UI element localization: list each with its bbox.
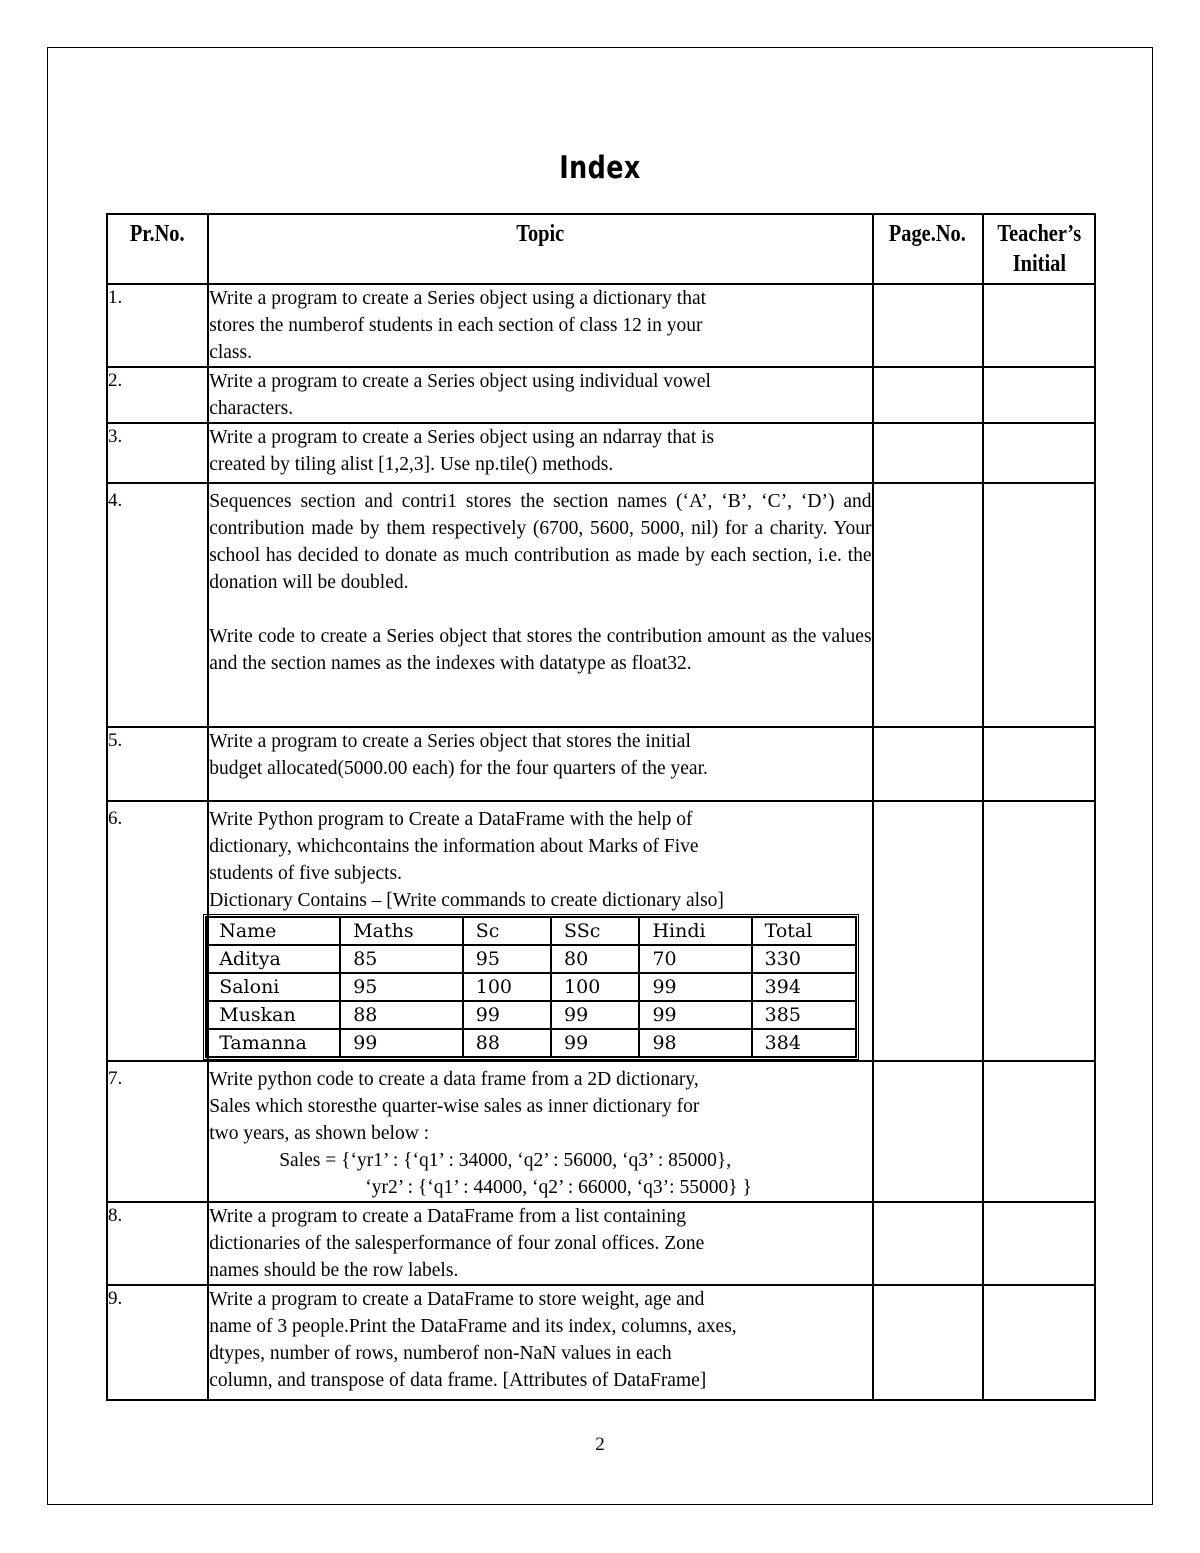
marks-cell: 88 [340,1001,463,1029]
marks-table [205,916,857,1058]
marks-cell: 95 [463,945,551,973]
table-row [107,1285,1095,1400]
marks-cell: 330 [752,945,857,973]
table-row [107,727,1095,801]
row-number: 5. [107,727,208,801]
page-number: 2 [595,1434,605,1455]
header-teacher-initial: Teacher’s Initial [983,214,1095,284]
marks-header-cell: SSc [551,917,639,945]
marks-cell: 99 [639,973,751,1001]
marks-cell: 100 [551,973,639,1001]
row-teacher-initial [983,801,1095,1061]
row-teacher-initial [983,1202,1095,1285]
row-number: 6. [107,801,208,1061]
header-page-no: Page.No. [873,214,983,284]
row-topic: Write Python program to Create a DataFrame with the help of dictionary, whichcontains the information about Marks of Five students of five subjects. Dictionary Contains – [Write commands to create dictionary also] Name Maths Sc SSc Hindi Total Aditya 85 95 80 70 330 Saloni 95 100 100 99 394 Muskan 88 99 99 99 385 Tamanna 99 88 99 98 384 [208,801,872,1061]
marks-row [206,973,856,1001]
marks-cell: Aditya [206,945,340,973]
marks-cell: 99 [551,1001,639,1029]
row-topic: Sequences section and contri1 stores the section names (‘A’, ‘B’, ‘C’, ‘D’) and contribution made by them respectively (6700, 5600, 5000, nil) for a charity. Your school has decided to donate as much contribution as made by each section, i.e. the donation will be doubled. Write code to create a Series object that stores the contribution amount as the values and the section names as the indexes with datatype as float32. [208,483,872,727]
marks-cell: 95 [340,973,463,1001]
row-number: 9. [107,1285,208,1400]
marks-header-cell: Hindi [639,917,751,945]
marks-cell: Saloni [206,973,340,1001]
row-topic: Write a program to create a DataFrame from a list containing dictionaries of the salesperformance of four zonal offices. Zone names should be the row labels. [208,1202,872,1285]
row-number: 7. [107,1061,208,1202]
marks-header-cell: Name [206,917,340,945]
marks-cell: 394 [752,973,857,1001]
marks-cell: 99 [340,1029,463,1057]
row-page-no [873,284,983,367]
row-topic: Write a program to create a Series object using an ndarray that is created by tiling alist [1,2,3]. Use np.tile() methods. [208,423,872,483]
row-page-no [873,423,983,483]
marks-cell: 80 [551,945,639,973]
row-page-no [873,1061,983,1202]
row-teacher-initial [983,1061,1095,1202]
row-page-no [873,1202,983,1285]
row-topic: Write python code to create a data frame from a 2D dictionary, Sales which storesthe quarter-wise sales as inner dictionary for two years, as shown below : Sales = {‘yr1’ : {‘q1’ : 34000, ‘q2’ : 56000, ‘q3’ : 85000}, ‘yr2’ : {‘q1’ : 44000, ‘q2’ : 66000, ‘q3’: 55000} } [208,1061,872,1202]
page-title: Index [559,150,641,186]
row-teacher-initial [983,1285,1095,1400]
code-line: ‘yr2’ : {‘q1’ : 44000, ‘q2’ : 66000, ‘q3’: 55000} } [365,1177,752,1198]
marks-header-row [206,917,856,945]
row-teacher-initial [983,423,1095,483]
row-number: 2. [107,367,208,423]
row-number: 8. [107,1202,208,1285]
marks-cell: 85 [340,945,463,973]
table-row [107,284,1095,367]
table-row [107,483,1095,727]
marks-cell: Muskan [206,1001,340,1029]
header-pr-no: Pr.No. [107,214,208,284]
marks-cell: 99 [463,1001,551,1029]
table-row [107,1061,1095,1202]
marks-cell: 98 [639,1029,751,1057]
table-row [107,367,1095,423]
row-teacher-initial [983,284,1095,367]
marks-header-cell: Sc [463,917,551,945]
row-topic: Write a program to create a DataFrame to store weight, age and name of 3 people.Print the DataFrame and its index, columns, axes, dtypes, number of rows, numberof non-NaN values in each column, and transpose of data frame. [Attributes of DataFrame] [208,1285,872,1400]
table-row [107,423,1095,483]
marks-cell: 99 [639,1001,751,1029]
row-page-no [873,727,983,801]
row-number: 1. [107,284,208,367]
marks-cell: 99 [551,1029,639,1057]
marks-row [206,945,856,973]
row-topic: Write a program to create a Series object using a dictionary that stores the numberof students in each section of class 12 in your class. [208,284,872,367]
marks-cell: Tamanna [206,1029,340,1057]
table-row [107,1202,1095,1285]
row-teacher-initial [983,727,1095,801]
row-page-no [873,801,983,1061]
row-topic: Write a program to create a Series object using individual vowel characters. [208,367,872,423]
code-line: Sales = {‘yr1’ : {‘q1’ : 34000, ‘q2’ : 56000, ‘q3’ : 85000}, [279,1150,732,1171]
row-page-no [873,367,983,423]
row-number: 3. [107,423,208,483]
index-table [106,213,1096,1401]
marks-row [206,1001,856,1029]
marks-header-cell: Total [752,917,857,945]
header-topic: Topic [208,214,872,284]
table-row [107,801,1095,1061]
marks-cell: 384 [752,1029,857,1057]
marks-cell: 385 [752,1001,857,1029]
marks-header-cell: Maths [340,917,463,945]
marks-cell: 88 [463,1029,551,1057]
index-header-row [107,214,1095,284]
row-number: 4. [107,483,208,727]
row-teacher-initial [983,483,1095,727]
row-page-no [873,1285,983,1400]
marks-cell: 100 [463,973,551,1001]
marks-row [206,1029,856,1057]
marks-cell: 70 [639,945,751,973]
row-page-no [873,483,983,727]
row-topic: Write a program to create a Series object that stores the initial budget allocated(5000.00 each) for the four quarters of the year. [208,727,872,801]
row-teacher-initial [983,367,1095,423]
